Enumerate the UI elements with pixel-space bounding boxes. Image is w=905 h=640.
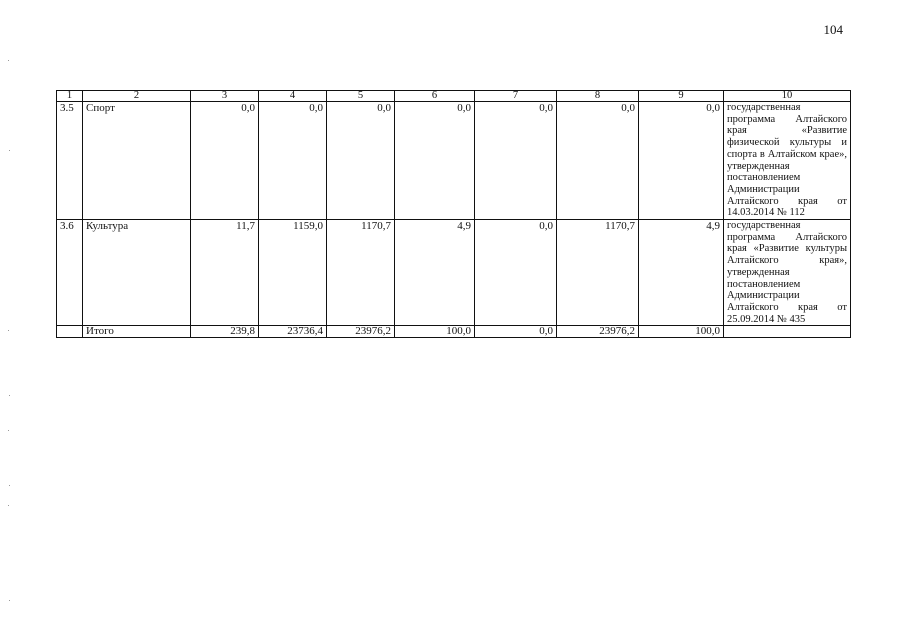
row-code: [57, 326, 83, 338]
column-header: 4: [259, 91, 327, 102]
cell-value: 0,0: [475, 102, 557, 220]
cell-value: 4,9: [639, 220, 724, 326]
row-note: государственная программа Алтайского края «Развитие культуры Алтайского края», утвержденная постановлением Администрации Алтайского края от 25.09.2014 № 435: [724, 220, 851, 326]
scan-artifact: [8, 330, 9, 331]
cell-value: 0,0: [475, 326, 557, 338]
cell-value: 0,0: [327, 102, 395, 220]
column-header: 2: [83, 91, 191, 102]
scan-artifact: [9, 150, 10, 151]
row-code: 3.6: [57, 220, 83, 326]
cell-value: 0,0: [259, 102, 327, 220]
cell-value: 239,8: [191, 326, 259, 338]
cell-value: 1170,7: [327, 220, 395, 326]
cell-value: 0,0: [557, 102, 639, 220]
column-header: 1: [57, 91, 83, 102]
row-name: Итого: [83, 326, 191, 338]
scan-artifact: [8, 505, 9, 506]
cell-value: 100,0: [639, 326, 724, 338]
row-code: 3.5: [57, 102, 83, 220]
column-header: 3: [191, 91, 259, 102]
column-header: 7: [475, 91, 557, 102]
scan-artifact: [8, 430, 9, 431]
row-name: Культура: [83, 220, 191, 326]
cell-value: 0,0: [639, 102, 724, 220]
column-header: 10: [724, 91, 851, 102]
total-row: [57, 326, 851, 338]
scan-artifact: [9, 485, 10, 486]
budget-table: [56, 90, 851, 338]
column-header: 5: [327, 91, 395, 102]
scan-artifact: [9, 395, 10, 396]
column-header: 6: [395, 91, 475, 102]
page-number: 104: [823, 22, 843, 37]
cell-value: 23736,4: [259, 326, 327, 338]
cell-value: 1159,0: [259, 220, 327, 326]
cell-value: 4,9: [395, 220, 475, 326]
column-header: 9: [639, 91, 724, 102]
cell-value: 23976,2: [327, 326, 395, 338]
row-note: государственная программа Алтайского края «Развитие физической культуры и спорта в Алтайском крае», утвержденная постановлением Администрации Алтайского края от 14.03.2014 № 112: [724, 102, 851, 220]
table-row: [57, 102, 851, 220]
cell-value: 0,0: [395, 102, 475, 220]
column-header: 8: [557, 91, 639, 102]
cell-value: 0,0: [191, 102, 259, 220]
cell-value: 11,7: [191, 220, 259, 326]
row-note: [724, 326, 851, 338]
scan-artifact: [9, 600, 10, 601]
cell-value: 23976,2: [557, 326, 639, 338]
scan-artifact: [8, 60, 9, 61]
row-name: Спорт: [83, 102, 191, 220]
cell-value: 100,0: [395, 326, 475, 338]
header-row: [57, 91, 851, 102]
cell-value: 0,0: [475, 220, 557, 326]
cell-value: 1170,7: [557, 220, 639, 326]
table-row: [57, 220, 851, 326]
